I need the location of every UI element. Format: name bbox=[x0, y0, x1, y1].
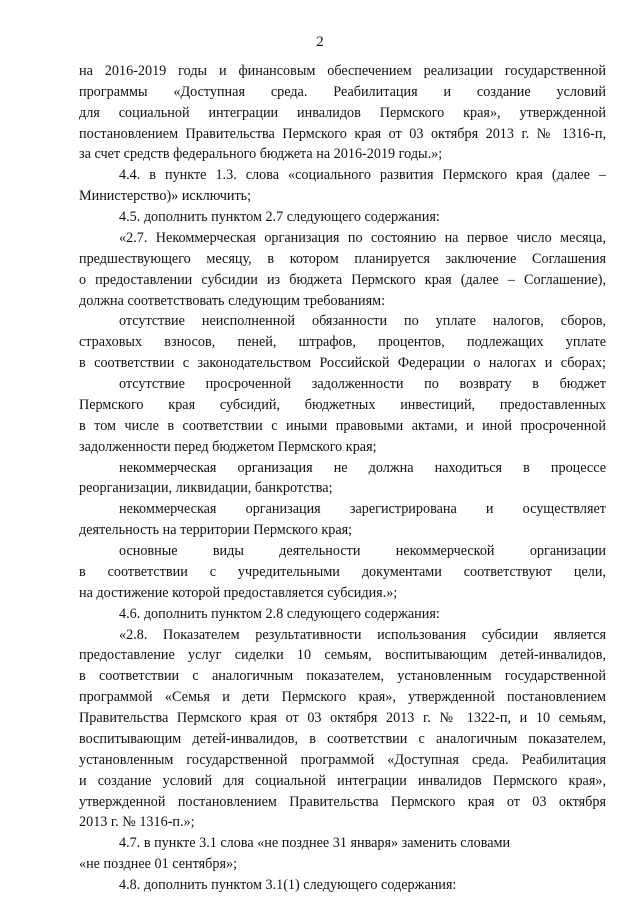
text-line: некоммерческая организация не должна находиться в процессе bbox=[119, 461, 606, 476]
text-line: на 2016-2019 годы и финансовым обеспечением реализации государственной bbox=[79, 64, 606, 79]
text-line: постановлением Правительства Пермского края от 03 октября 2013 г. № 1316-п, bbox=[79, 127, 606, 142]
text-line: отсутствие неисполненной обязанности по уплате налогов, сборов, bbox=[119, 314, 606, 329]
text-line: в соответствии с учредительными документами соответствуют цели, bbox=[79, 565, 606, 580]
text-line: страховых взносов, пеней, штрафов, процентов, подлежащих уплате bbox=[79, 335, 606, 350]
text-line: воспитывающим детей-инвалидов, в соответствии с аналогичным показателем, bbox=[79, 732, 606, 747]
text-line: реорганизации, ликвидации, банкротства; bbox=[79, 480, 333, 496]
text-line: и создание условий для социальной интеграции инвалидов Пермского края», bbox=[79, 774, 606, 789]
text-line: в соответствии с аналогичным показателем, установленным государственной bbox=[79, 669, 606, 684]
text-line: «2.7. Некоммерческая организация по состоянию на первое число месяца, bbox=[119, 231, 606, 246]
text-line: некоммерческая организация зарегистрирована и осуществляет bbox=[119, 502, 606, 517]
text-line: должна соответствовать следующим требованиям: bbox=[79, 293, 386, 309]
text-line: отсутствие просроченной задолженности по возврату в бюджет bbox=[119, 377, 606, 392]
text-line: 4.8. дополнить пунктом 3.1(1) следующего содержания: bbox=[119, 877, 457, 893]
text-line: установленным государственной программой «Доступная среда. Реабилитация bbox=[79, 753, 606, 768]
text-line: Правительства Пермского края от 03 октября 2013 г. № 1322-п, и 10 семьям, bbox=[79, 711, 606, 726]
text-line: в соответствии с законодательством Российской Федерации о налогах и сборах; bbox=[79, 356, 606, 371]
text-line: в том числе в соответствии с иными правовыми актами, и иной просроченной bbox=[79, 419, 606, 434]
text-line: основные виды деятельности некоммерческой организации bbox=[119, 544, 606, 559]
text-line: Министерство)» исключить; bbox=[79, 188, 252, 204]
text-line: 4.7. в пункте 3.1 слова «не позднее 31 января» заменить словами bbox=[119, 835, 511, 851]
text-line: предшествующего месяцу, в котором планируется заключение Соглашения bbox=[79, 252, 606, 267]
text-line: Пермского края субсидий, бюджетных инвестиций, предоставленных bbox=[79, 398, 606, 413]
page-number: 2 bbox=[316, 34, 324, 50]
text-line: программы «Доступная среда. Реабилитация и создание условий bbox=[79, 85, 606, 100]
text-line: деятельность на территории Пермского края; bbox=[79, 522, 353, 538]
text-line: о предоставлении субсидии из бюджета Пермского края (далее – Соглашение), bbox=[79, 273, 606, 288]
text-line: предоставление услуг сиделки 10 семьям, воспитывающим детей-инвалидов, bbox=[79, 648, 606, 663]
text-line: задолженности перед бюджетом Пермского края; bbox=[79, 439, 377, 455]
text-line: за счет средств федерального бюджета на 2016-2019 годы.»; bbox=[79, 146, 443, 162]
text-line: утвержденной постановлением Правительства Пермского края от 03 октября bbox=[79, 795, 606, 810]
text-line: на достижение которой предоставляется субсидия.»; bbox=[79, 585, 398, 601]
text-line: 2013 г. № 1316-п.»; bbox=[79, 814, 195, 830]
text-line: программой «Семья и дети Пермского края», утвержденной постановлением bbox=[79, 690, 606, 705]
text-line: 4.5. дополнить пунктом 2.7 следующего содержания: bbox=[119, 209, 440, 225]
text-line: «2.8. Показателем результативности использования субсидии является bbox=[119, 628, 606, 643]
text-line: «не позднее 01 сентября»; bbox=[79, 856, 238, 872]
text-line: для социальной интеграции инвалидов Пермского края», утвержденной bbox=[79, 106, 606, 121]
text-line: 4.6. дополнить пунктом 2.8 следующего содержания: bbox=[119, 606, 440, 622]
text-line: 4.4. в пункте 1.3. слова «социального развития Пермского края (далее – bbox=[119, 168, 606, 183]
